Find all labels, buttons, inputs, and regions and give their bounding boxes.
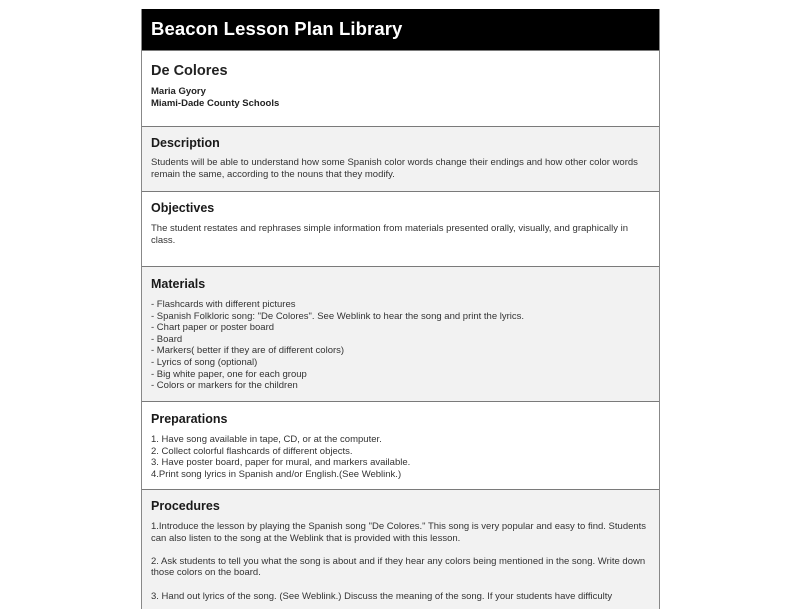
- lesson-page: [141, 9, 660, 609]
- preparation-item: 3. Have poster board, paper for mural, and markers available.: [151, 457, 411, 469]
- procedure-step: 3. Hand out lyrics of the song. (See Weblink.) Discuss the meaning of the song. If your students have difficulty: [151, 590, 613, 602]
- description-text: Students will be able to understand how some Spanish color words change their endings and how other color words remain the same, according to the nouns that they modify.: [151, 157, 638, 180]
- materials-item: - Spanish Folkloric song: "De Colores". See Weblink to hear the song and print the lyrics.: [151, 310, 525, 322]
- preparations-heading: Preparations: [151, 412, 228, 426]
- materials-item: - Markers( better if they are of different colors): [151, 345, 345, 357]
- preparation-item: 1. Have song available in tape, CD, or at the computer.: [151, 434, 382, 445]
- materials-item: - Colors or markers for the children: [151, 380, 298, 392]
- site-header: [142, 9, 659, 50]
- materials-section: [142, 266, 659, 401]
- materials-item: - Chart paper or poster board: [151, 322, 275, 334]
- materials-item: - Board: [151, 333, 183, 345]
- procedures-heading: Procedures: [151, 499, 220, 513]
- lesson-title-section: [142, 50, 659, 126]
- site-title: Beacon Lesson Plan Library: [151, 18, 403, 39]
- lesson-title: De Colores: [151, 63, 228, 79]
- objectives-heading: Objectives: [151, 201, 215, 215]
- procedures-section: [142, 489, 659, 609]
- preparations-section: [142, 401, 659, 489]
- procedures-list: [151, 521, 650, 602]
- objectives-section: [142, 191, 659, 266]
- description-heading: Description: [151, 136, 220, 150]
- description-section: [142, 126, 659, 191]
- materials-item: - Lyrics of song (optional): [151, 356, 258, 368]
- objectives-text: The student restates and rephrases simple information from materials presented orally, visually, and graphically in class.: [151, 223, 628, 246]
- author-name: Maria Gyory: [151, 86, 206, 97]
- procedure-step: 1.Introduce the lesson by playing the Spanish song "De Colores." This song is very popular and easy to find. Students can also listen to the song at the Weblink that is provided with this lesson.: [151, 521, 647, 544]
- preparation-item: 2. Collect colorful flashcards of different objects.: [151, 445, 353, 457]
- preparations-list: [151, 434, 650, 480]
- materials-heading: Materials: [151, 277, 206, 291]
- author-block: [151, 86, 650, 109]
- procedure-step: 2. Ask students to tell you what the song is about and if they hear any colors being mentioned in the song. Write down those colors on the board.: [151, 555, 646, 579]
- preparation-item: 4.Print song lyrics in Spanish and/or English.(See Weblink.): [151, 468, 402, 480]
- materials-item: - Flashcards with different pictures: [151, 299, 296, 310]
- materials-list: [151, 299, 650, 392]
- materials-item: - Big white paper, one for each group: [151, 368, 307, 380]
- author-organization: Miami-Dade County Schools: [151, 97, 280, 109]
